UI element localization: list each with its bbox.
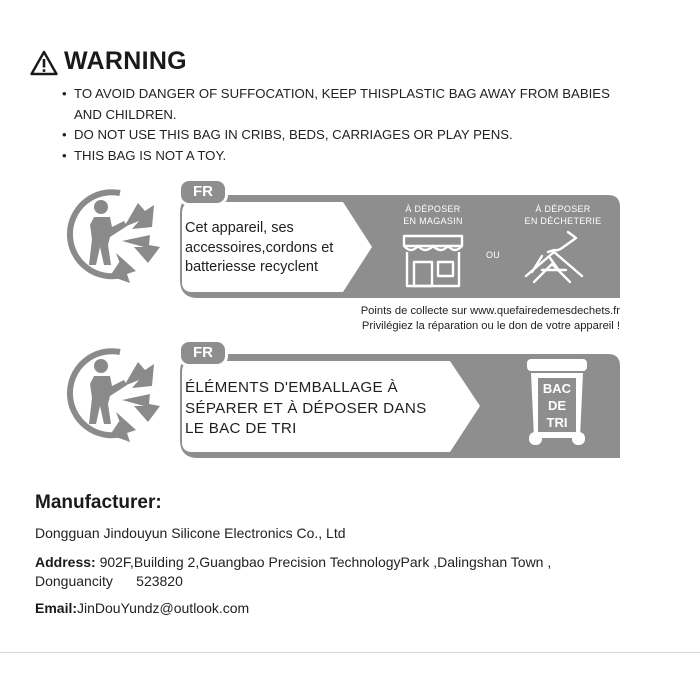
warning-item-text: • THIS BAG IS NOT A TOY. [74, 147, 227, 163]
sorting-bin-icon [524, 356, 590, 448]
collection-website-text: Points de collecte sur www.quefairedemesdechets.fr [360, 305, 620, 317]
magasin-label [388, 203, 478, 227]
triman-logo-icon [64, 342, 164, 442]
ou-label: OU [485, 250, 501, 260]
recycling-text [185, 219, 360, 278]
manufacturer-title: Manufacturer: [35, 492, 162, 513]
fr-badge: FR [178, 178, 228, 206]
collection-info [270, 304, 620, 334]
fr-badge: FR [178, 339, 228, 367]
warning-list [62, 84, 672, 166]
manufacturer-company: Dongguan Jindouyun Silicone Electronics Co., Ltd [35, 525, 346, 541]
packaging-text-line: LE BAC DE TRI [185, 420, 297, 437]
warning-item-text-continued: AND CHILDREN. [74, 106, 177, 122]
packaging-text-line: SÉPARER ET À DÉPOSER DANS [185, 399, 427, 417]
packaging-text [185, 378, 455, 440]
recycling-text-line: batteriesse recyclent [185, 259, 318, 275]
warning-item-text: • TO AVOID DANGER OF SUFFOCATION, KEEP THISPLASTIC BAG AWAY FROM BABIES [74, 86, 610, 101]
warning-title: WARNING [64, 47, 187, 75]
address-line: 902F,Building 2,Guangbao Precision TechnologyPark ,Dalingshan Town , [95, 554, 552, 570]
packaging-text-line: ÉLÉMENTS D'EMBALLAGE À [185, 379, 398, 396]
warning-item [62, 146, 672, 167]
email-label: Email: [35, 600, 78, 616]
manufacturer-email [35, 600, 249, 616]
recycling-text-line: Cet appareil, ses [185, 220, 294, 236]
recycling-text-line: accessoires,cordons et [185, 239, 334, 256]
bin-label-line: DE [547, 398, 567, 413]
warning-item [62, 125, 672, 146]
warning-item-text: • DO NOT USE THIS BAG IN CRIBS, BEDS, CARRIAGES OR PLAY PENS. [74, 127, 513, 142]
disposal-hand-icon [522, 228, 586, 288]
bin-label-line: TRI [546, 415, 568, 430]
address-line: Donguancity 523820 [35, 573, 183, 589]
email-value: JinDouYundz@outlook.com [77, 600, 250, 616]
repair-advice-text: Privilégiez la réparation ou le don de votre appareil ! [361, 320, 620, 332]
warning-item [62, 84, 672, 125]
warning-triangle-icon [30, 50, 58, 76]
manufacturer-address [35, 553, 675, 591]
bottom-divider [0, 652, 700, 653]
decheterie-label-line: À DÉPOSER [535, 204, 591, 214]
bin-label-line: BAC [542, 381, 572, 396]
store-icon [400, 232, 466, 290]
address-label: Address: [35, 554, 96, 570]
decheterie-label-line: EN DÉCHETERIE [524, 216, 602, 226]
magasin-label-line: À DÉPOSER [405, 204, 461, 214]
magasin-label-line: EN MAGASIN [403, 216, 463, 226]
decheterie-label [508, 203, 618, 227]
triman-logo-icon [64, 183, 164, 283]
